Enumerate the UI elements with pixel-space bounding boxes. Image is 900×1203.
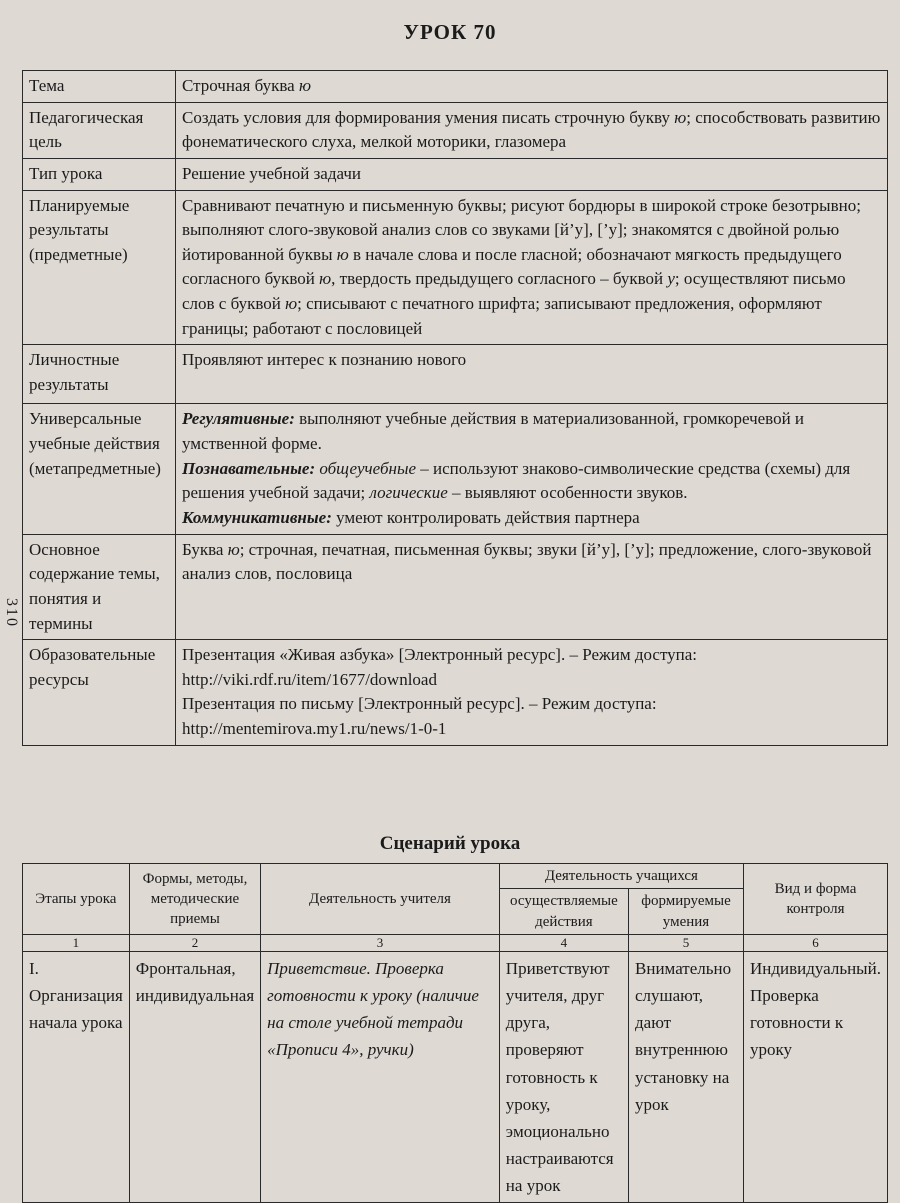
theme-label: Тема xyxy=(23,71,176,103)
control-cell: Индивидуальный. Проверка готовности к уроку xyxy=(743,951,887,1203)
col-methods: Формы, методы, методические приемы xyxy=(129,864,260,935)
table-row xyxy=(23,345,888,404)
content-label: Основное содержание темы, понятия и термины xyxy=(23,534,176,640)
personal-results-value: Проявляют интерес к познанию нового xyxy=(176,345,888,404)
col-stages: Этапы урока xyxy=(23,864,130,935)
page-title: УРОК 70 xyxy=(403,20,497,44)
skills-cell: Внимательно слушают, дают внутреннюю установку на урок xyxy=(629,951,744,1203)
actions-cell: Приветствуют учителя, друг друга, проверяют готовность к уроку, эмоционально настраиваются на урок xyxy=(499,951,628,1203)
table-row xyxy=(23,102,888,158)
planned-results-value: Сравнивают печатную и письменную буквы; рисуют бордюры в широкой строке безотрывно; выполняют слого-звуковой анализ слов со звуками [й’у], [’у]; знакомятся с двойной ролью йотированной буквы ю в начале слова и после гласной; обозначают мягкость предыдущего согласного буквой ю, твердость предыдущего согласного – буквой у; осуществляют письмо слов с буквой ю; списывают с печатного шрифта; записывают предложения, оформляют границы; работают с пословицей xyxy=(176,190,888,345)
stage-cell: I. Организация начала урока xyxy=(23,951,130,1203)
resource-link-1: Презентация «Живая азбука» [Электронный ресурс]. – Режим доступа: http://viki.rdf.ru/item/1677/download xyxy=(182,645,698,689)
resources-label: Образовательные ресурсы xyxy=(23,640,176,746)
universal-actions-label: Универсальные учебные действия (метапредметные) xyxy=(23,404,176,534)
col-control: Вид и форма контроля xyxy=(743,864,887,935)
theme-value: Строчная буква ю xyxy=(176,71,888,103)
resource-link-2: Презентация по письму [Электронный ресурс]. – Режим доступа: http://mentemirova.my1.ru/news/1-0-1 xyxy=(182,694,657,739)
personal-results-label: Личностные результаты xyxy=(23,345,176,404)
resources-value xyxy=(176,640,888,746)
regulative-label: Регулятивные: xyxy=(182,409,295,429)
goal-value: Создать условия для формирования умения писать строчную букву ю; способствовать развитию фонематического слуха, мелкой моторики, глазомера xyxy=(176,102,888,158)
page-number: 310 xyxy=(3,598,20,628)
col-actions: осуществляемые действия xyxy=(499,889,628,935)
col-teacher: Деятельность учителя xyxy=(261,864,500,935)
methods-cell: Фронтальная, индивидуальная xyxy=(129,951,260,1203)
goal-label: Педагогическая цель xyxy=(23,102,176,158)
col-students: Деятельность учащихся xyxy=(499,864,743,889)
table-row xyxy=(23,158,888,190)
content-value: Буква ю; строчная, печатная, письменная буквы; звуки [й’у], [’у]; предложение, слого-звуковой анализ слов, пословица xyxy=(176,534,888,640)
table-row xyxy=(23,71,888,103)
table-number-row: 1 2 3 4 5 6 xyxy=(23,934,888,951)
lesson-info-table xyxy=(22,70,888,746)
scenario-table xyxy=(22,863,888,1203)
table-row xyxy=(23,951,888,1203)
teacher-cell: Приветствие. Проверка готовности к уроку (наличие на столе учебной тетради «Прописи 4», ручки) xyxy=(261,951,500,1203)
communicative-label: Коммуникативные: xyxy=(182,507,332,527)
planned-results-label: Планируемые результаты (предметные) xyxy=(23,190,176,345)
table-row xyxy=(23,534,888,640)
universal-actions-value: Регулятивные: выполняют учебные действия в материализованной, громкоречевой и умственной форме. Познавательные: общеучебные – используют знаково-символические средства (схемы) для решения учебной задачи; логические – выявляют особенности звуков. Коммуникативные: умеют контролировать действия партнера xyxy=(176,404,888,534)
table-row xyxy=(23,640,888,746)
scenario-title: Сценарий урока xyxy=(379,833,521,854)
table-row xyxy=(23,190,888,345)
type-label: Тип урока xyxy=(23,158,176,190)
cognitive-label: Познавательные: xyxy=(182,458,316,478)
table-header-row xyxy=(23,864,888,889)
type-value: Решение учебной задачи xyxy=(176,158,888,190)
col-skills: формируемые умения xyxy=(629,889,744,935)
table-row xyxy=(23,404,888,534)
